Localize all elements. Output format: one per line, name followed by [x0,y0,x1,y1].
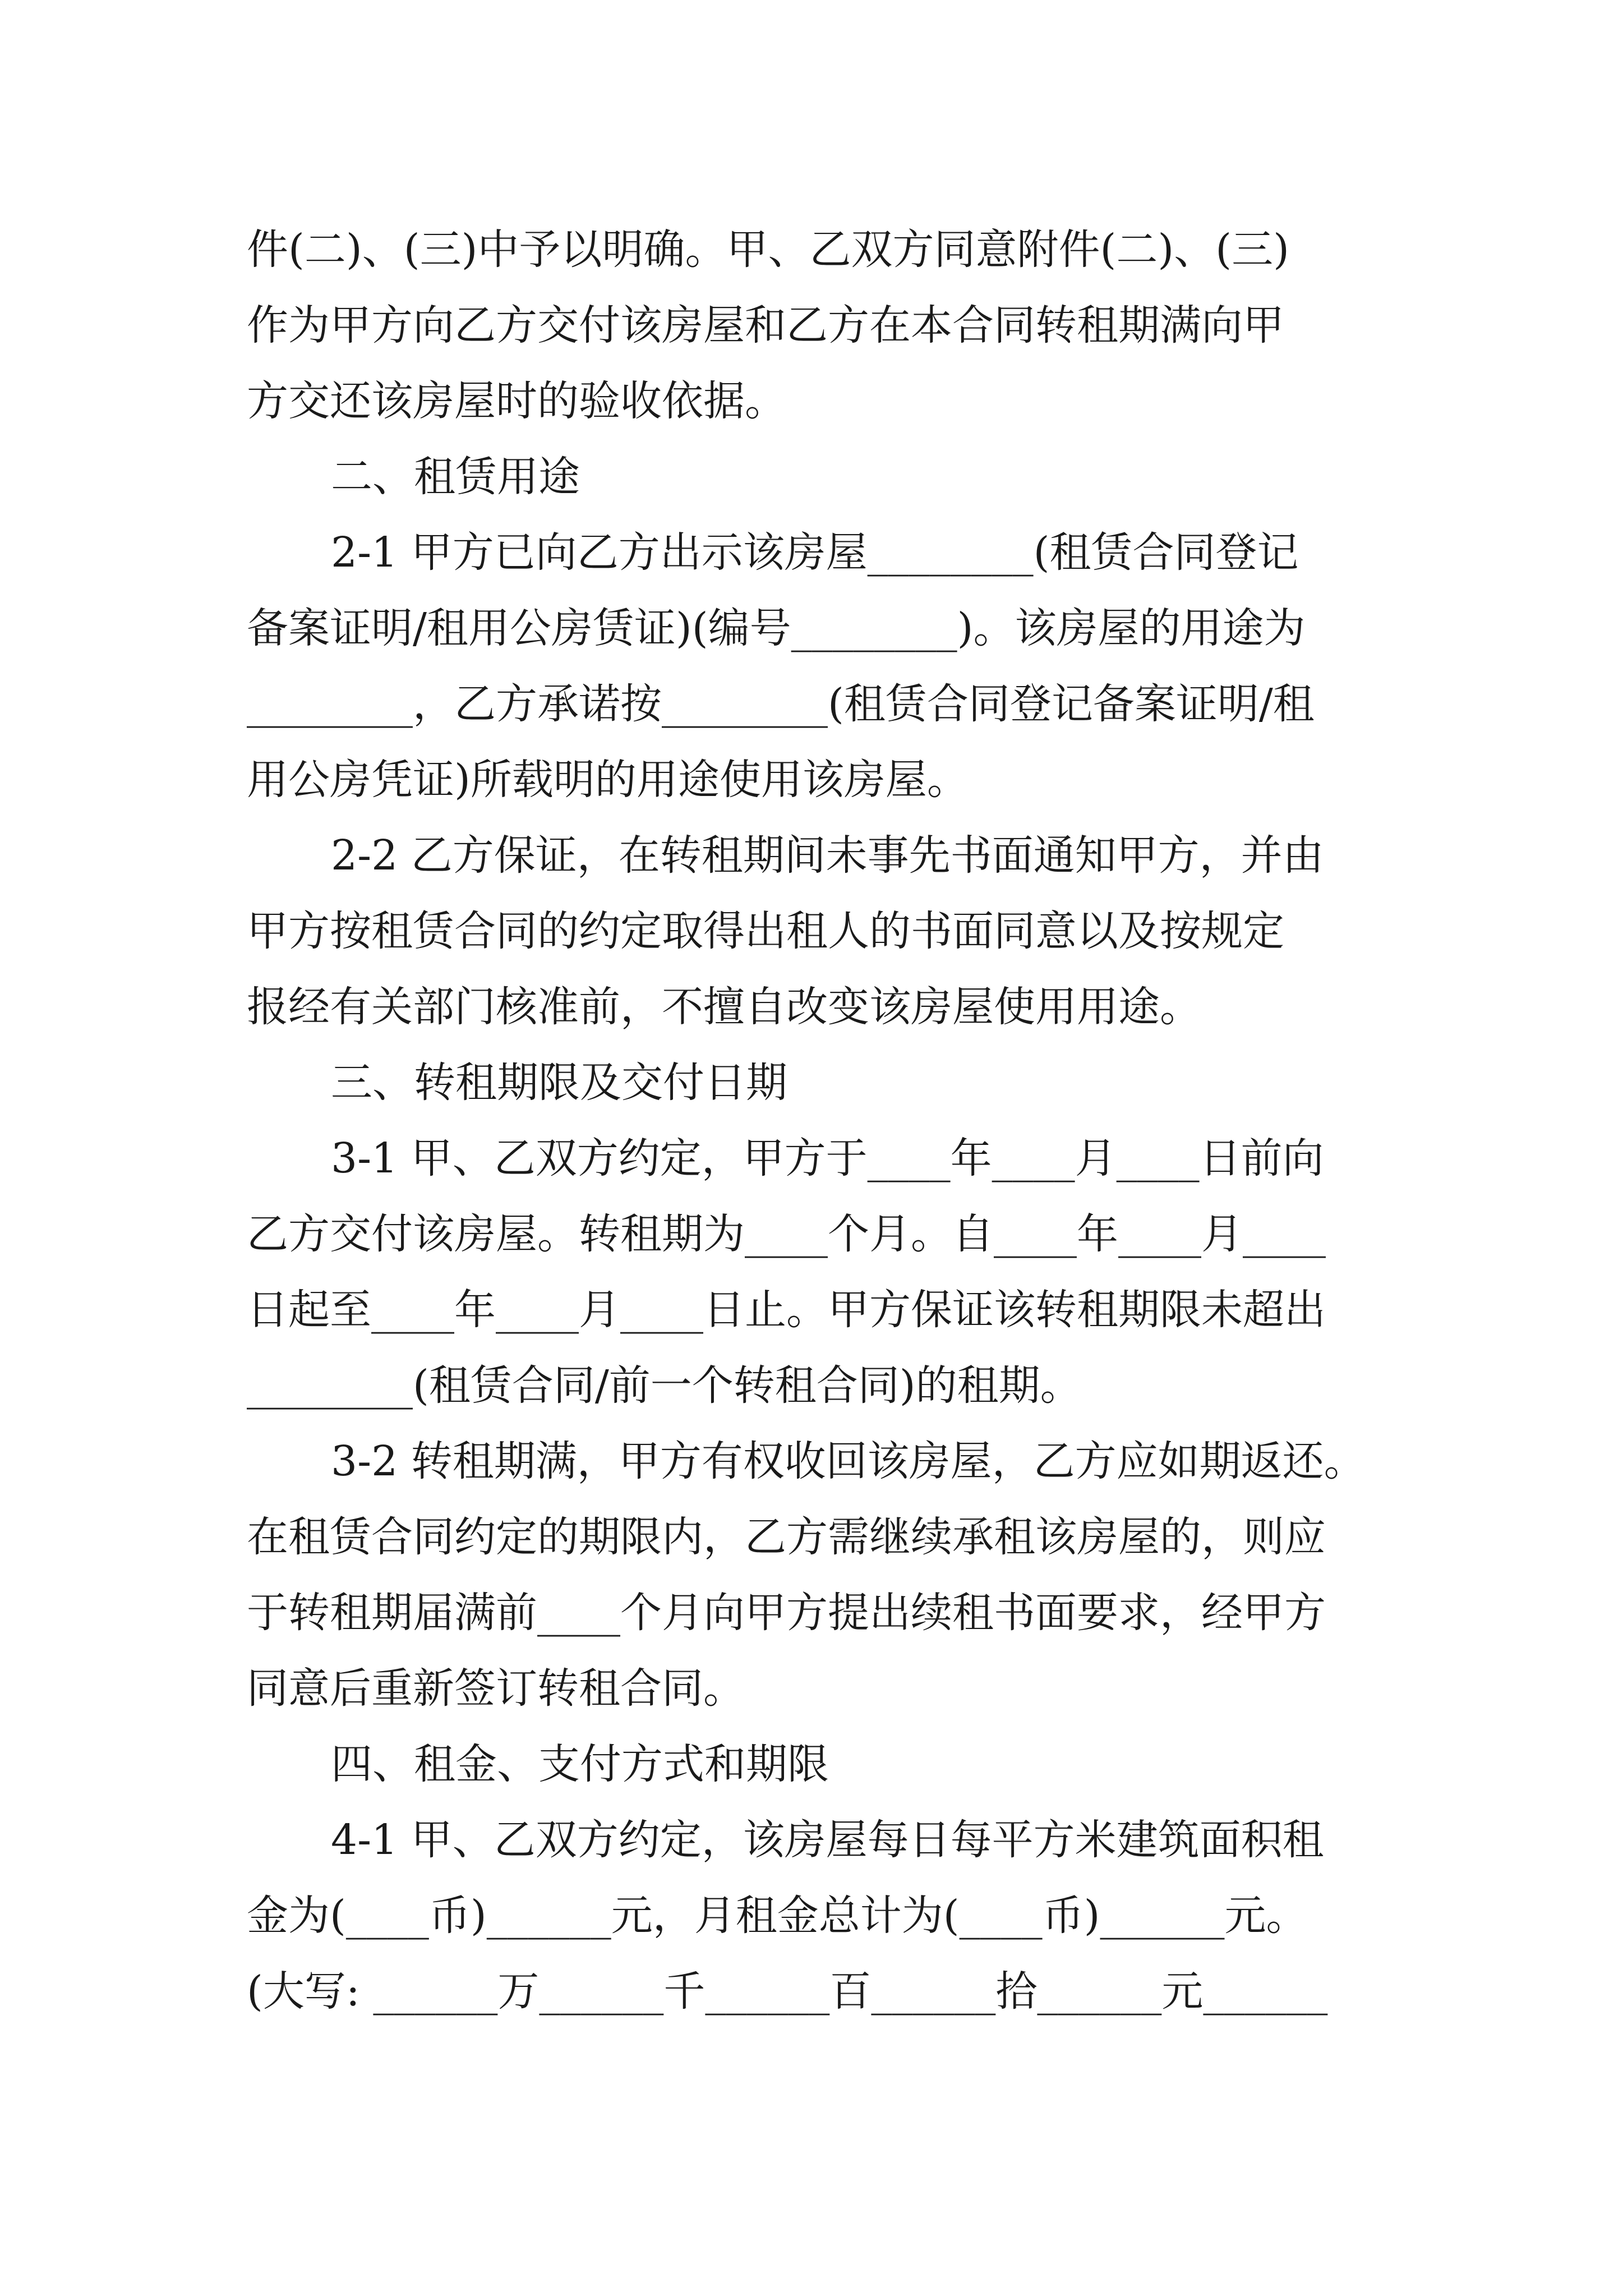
body-line: 金为(____币)______元，月租金总计为(____币)______元。 [247,1892,1308,1940]
body-line: 甲方按租赁合同的约定取得出租人的书面同意以及按规定 [247,907,1284,955]
section-heading-rent: 四、租金、支付方式和期限 [331,1740,829,1788]
body-line: 用公房凭证)所载明的用途使用该房屋。 [247,756,969,804]
body-line: 日起至____年____月____日止。甲方保证该转租期限未超出 [247,1286,1326,1334]
body-line: ________，乙方承诺按________(租赁合同登记备案证明/租 [247,680,1315,728]
body-line: 乙方交付该房屋。转租期为____个月。自____年____月____ [247,1210,1326,1258]
clause-2-1: 2-1 甲方已向乙方出示该房屋________(租赁合同登记 [331,528,1299,577]
body-line: 件(二)、(三)中予以明确。甲、乙双方同意附件(二)、(三) [247,226,1289,274]
clause-4-1: 4-1 甲、乙双方约定，该房屋每日每平方米建筑面积租 [331,1816,1324,1864]
body-line: ________(租赁合同/前一个转租合同)的租期。 [247,1361,1082,1410]
body-line: 备案证明/租用公房赁证)(编号________)。该房屋的用途为 [247,604,1306,652]
section-heading-usage: 二、租赁用途 [331,453,580,501]
section-heading-term: 三、转租期限及交付日期 [331,1059,787,1107]
clause-3-1: 3-1 甲、乙双方约定，甲方于____年____月____日前向 [331,1134,1324,1182]
body-line: (大写: ______万______千______百______拾______元______ [247,1967,1328,2016]
body-line: 作为甲方向乙方交付该房屋和乙方在本合同转租期满向甲 [247,301,1284,349]
clause-2-2: 2-2 乙方保证，在转租期间未事先书面通知甲方，并由 [331,831,1324,880]
contract-body [247,212,1385,2030]
body-line: 报经有关部门核准前，不擅自改变该房屋使用用途。 [247,983,1201,1031]
body-line: 方交还该房屋时的验收依据。 [247,377,786,425]
body-line: 同意后重新签订转租合同。 [247,1664,745,1713]
body-line: 于转租期届满前____个月向甲方提出续租书面要求，经甲方 [247,1589,1326,1637]
clause-3-2: 3-2 转租期满，甲方有权收回该房屋，乙方应如期返还。 [331,1437,1366,1485]
body-line: 在租赁合同约定的期限内，乙方需继续承租该房屋的，则应 [247,1513,1326,1561]
